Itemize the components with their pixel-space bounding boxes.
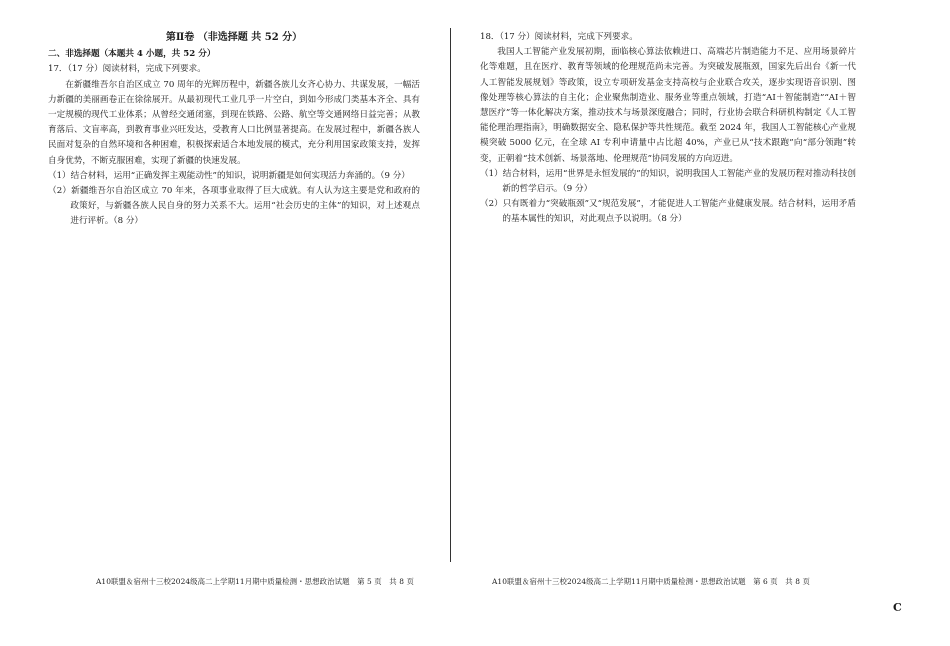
- question-17-sub-1: （1）结合材料，运用“正确发挥主观能动性”的知识，说明新疆是如何实现活力奔涌的。（9 分）: [48, 170, 410, 181]
- page-footer-left: A10联盟＆宿州十三校2024级高二上学期11月期中质量检测・思想政治试题 第 5 页 共 8 页: [96, 577, 414, 586]
- corner-mark: C: [893, 601, 902, 614]
- part-title: 第Ⅱ卷 （非选择题 共 52 分）: [165, 32, 303, 43]
- page-divider: [450, 28, 451, 562]
- question-18-passage: 我国人工智能产业发展初期，面临核心算法依赖进口、高端芯片制造能力不足、应用场景碎片化等难题，且在医疗、教育等领域的伦理规范尚未完善。为突破发展瓶颈，国家先后出台《新一代人工智能发展规划》等政策，设立专项研发基金支持高校与企业联合攻关，逐步实现语音识别、图像处理等核心算法的自主化；企业聚焦制造业、服务业等重点领域，打造“AI＋智能制造”“AI＋智慧医疗”等一体化解决方案，推动技术与场景深度融合；同时，行业协会联合科研机构制定《人工智能伦理治理指南》，明确数据安全、隐私保护等共性规范。截至 2024 年，我国人工智能核心产业规模突破 5000 亿元，在全球 AI 专利申请量中占比超 40%，产业已从“技术跟跑”向“部分领跑”转变，正朝着“技术创新、场景落地、伦理规范”协同发展的方向迈进。: [480, 47, 856, 164]
- question-18-intro: 18．（17 分）阅读材料，完成下列要求。: [480, 32, 638, 42]
- question-18-sub-2: （2）只有既着力“突破瓶颈”又“规范发展”，才能促进人工智能产业健康发展。结合材料，运用矛盾的基本属性的知识，对此观点予以说明。（8 分）: [480, 199, 856, 225]
- left-page-column: [48, 30, 420, 230]
- question-17-passage: 在新疆维吾尔自治区成立 70 周年的光辉历程中，新疆各族儿女齐心协力、共谋发展，一幅活力新疆的美丽画卷正在徐徐展开。从最初现代工业几乎一片空白，到如今形成门类基本齐全、具有一定规模的现代工业体系；从曾经交通闭塞，到现在铁路、公路、航空等交通网络日益完善；从教育落后、文盲率高，到教育事业兴旺发达，受教育人口比例显著提高。在发展过程中，新疆各族人民面对复杂的自然环境和各种困难，积极探索适合本地发展的模式，充分利用国家政策支持，发挥自身优势，不断克服困难，实现了新疆的快速发展。: [48, 79, 420, 166]
- section-heading: 二、非选择题（本题共 4 小题，共 52 分）: [48, 49, 216, 60]
- page-footer-right: A10联盟＆宿州十三校2024级高二上学期11月期中质量检测・思想政治试题 第 6 页 共 8 页: [492, 577, 810, 586]
- question-17-sub-2: （2）新疆维吾尔自治区成立 70 年来，各项事业取得了巨大成就。有人认为这主要是党和政府的政策好，与新疆各族人民自身的努力关系不大。运用“社会历史的主体”的知识，对上述观点进行评析。（8 分）: [48, 186, 420, 227]
- right-page-column: [480, 30, 856, 228]
- question-17-intro: 17．（17 分）阅读材料，完成下列要求。: [48, 64, 206, 75]
- question-18-sub-1: （1）结合材料，运用“世界是永恒发展的”的知识，说明我国人工智能产业的发展历程对推动科技创新的哲学启示。（9 分）: [480, 168, 856, 195]
